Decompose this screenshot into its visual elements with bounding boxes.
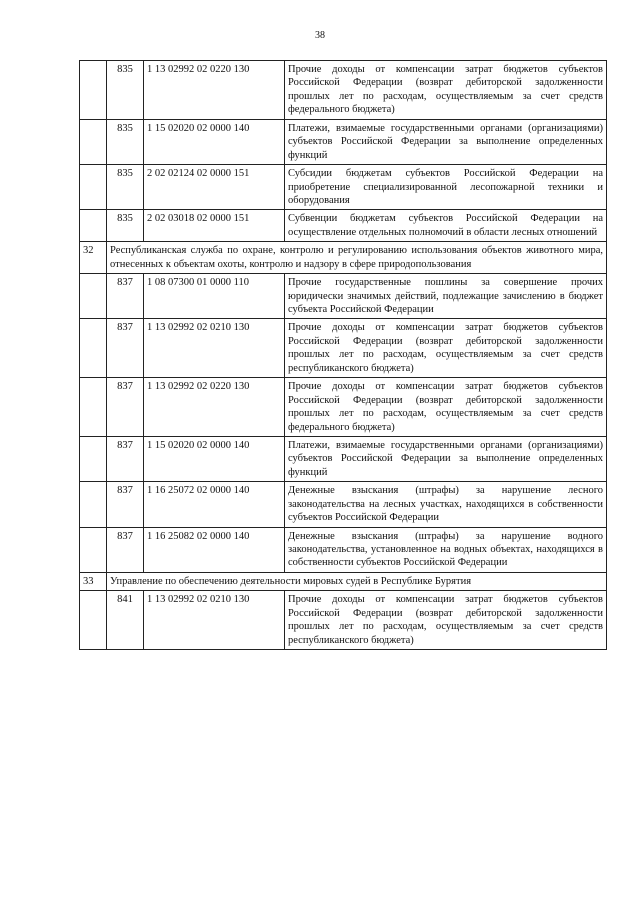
revenue-description: Платежи, взимаемые государственными органами (организациями) субъектов Российской Федерации за выполнение определенных функций — [285, 436, 607, 481]
administrator-code: 837 — [107, 527, 144, 572]
revenue-codes-table — [79, 60, 607, 650]
number-cell-empty — [80, 210, 107, 242]
organization-row — [80, 242, 607, 274]
table-row — [80, 165, 607, 210]
table-row — [80, 527, 607, 572]
administrator-code: 837 — [107, 378, 144, 437]
table-row — [80, 119, 607, 164]
revenue-code: 2 02 03018 02 0000 151 — [144, 210, 285, 242]
number-cell-empty — [80, 482, 107, 527]
administrator-code: 837 — [107, 436, 144, 481]
revenue-description: Прочие доходы от компенсации затрат бюджетов субъектов Российской Федерации (возврат дебиторской задолженности прошлых лет по расходам, осуществляемым за счет средств республиканского бюджета) — [285, 319, 607, 378]
administrator-code: 841 — [107, 591, 144, 650]
number-cell-empty — [80, 591, 107, 650]
revenue-code: 1 13 02992 02 0220 130 — [144, 378, 285, 437]
table-row — [80, 482, 607, 527]
table-row — [80, 210, 607, 242]
organization-title: Республиканская служба по охране, контролю и регулированию использования объектов животного мира, отнесенных к объектам охоты, контролю и надзору в сфере природопользования — [107, 242, 607, 274]
page-number: 38 — [315, 30, 325, 41]
revenue-code: 1 15 02020 02 0000 140 — [144, 119, 285, 164]
revenue-description: Прочие государственные пошлины за совершение прочих юридически значимых действий, подлежащие зачислению в бюджет субъекта Российской Федерации — [285, 274, 607, 319]
revenue-description: Прочие доходы от компенсации затрат бюджетов субъектов Российской Федерации (возврат дебиторской задолженности прошлых лет по расходам, осуществляемым за счет средств федерального бюджета) — [285, 378, 607, 437]
table-row — [80, 436, 607, 481]
administrator-code: 837 — [107, 274, 144, 319]
revenue-code: 1 08 07300 01 0000 110 — [144, 274, 285, 319]
number-cell-empty — [80, 527, 107, 572]
revenue-description: Денежные взыскания (штрафы) за нарушение лесного законодательства на лесных участках, находящихся в собственности субъектов Российской Федерации — [285, 482, 607, 527]
revenue-description: Субвенции бюджетам субъектов Российской Федерации на осуществление отдельных полномочий в области лесных отношений — [285, 210, 607, 242]
revenue-code: 2 02 02124 02 0000 151 — [144, 165, 285, 210]
organization-row — [80, 572, 607, 590]
table-row — [80, 591, 607, 650]
number-cell-empty — [80, 165, 107, 210]
administrator-code: 835 — [107, 165, 144, 210]
number-cell-empty — [80, 378, 107, 437]
revenue-code: 1 16 25082 02 0000 140 — [144, 527, 285, 572]
administrator-code: 835 — [107, 61, 144, 120]
administrator-code: 837 — [107, 319, 144, 378]
revenue-description: Денежные взыскания (штрафы) за нарушение водного законодательства, установленное на водных объектах, находящихся в собственности субъектов Российской Федерации — [285, 527, 607, 572]
revenue-description: Прочие доходы от компенсации затрат бюджетов субъектов Российской Федерации (возврат дебиторской задолженности прошлых лет по расходам, осуществляемым за счет средств федерального бюджета) — [285, 61, 607, 120]
row-number: 33 — [80, 572, 107, 590]
number-cell-empty — [80, 319, 107, 378]
number-cell-empty — [80, 436, 107, 481]
table-row — [80, 378, 607, 437]
administrator-code: 837 — [107, 482, 144, 527]
revenue-code: 1 13 02992 02 0210 130 — [144, 319, 285, 378]
administrator-code: 835 — [107, 210, 144, 242]
revenue-code: 1 16 25072 02 0000 140 — [144, 482, 285, 527]
revenue-code: 1 13 02992 02 0220 130 — [144, 61, 285, 120]
revenue-description: Платежи, взимаемые государственными органами (организациями) субъектов Российской Федерации за выполнение определенных функций — [285, 119, 607, 164]
number-cell-empty — [80, 119, 107, 164]
table-body — [80, 61, 607, 650]
organization-title: Управление по обеспечению деятельности мировых судей в Республике Бурятия — [107, 572, 607, 590]
table-row — [80, 274, 607, 319]
number-cell-empty — [80, 274, 107, 319]
administrator-code: 835 — [107, 119, 144, 164]
revenue-description: Субсидии бюджетам субъектов Российской Федерации на приобретение специализированной лесопожарной техники и оборудования — [285, 165, 607, 210]
revenue-description: Прочие доходы от компенсации затрат бюджетов субъектов Российской Федерации (возврат дебиторской задолженности прошлых лет по расходам, осуществляемым за счет средств республиканского бюджета) — [285, 591, 607, 650]
table-row — [80, 61, 607, 120]
revenue-code: 1 15 02020 02 0000 140 — [144, 436, 285, 481]
table-row — [80, 319, 607, 378]
row-number: 32 — [80, 242, 107, 274]
number-cell-empty — [80, 61, 107, 120]
revenue-code: 1 13 02992 02 0210 130 — [144, 591, 285, 650]
